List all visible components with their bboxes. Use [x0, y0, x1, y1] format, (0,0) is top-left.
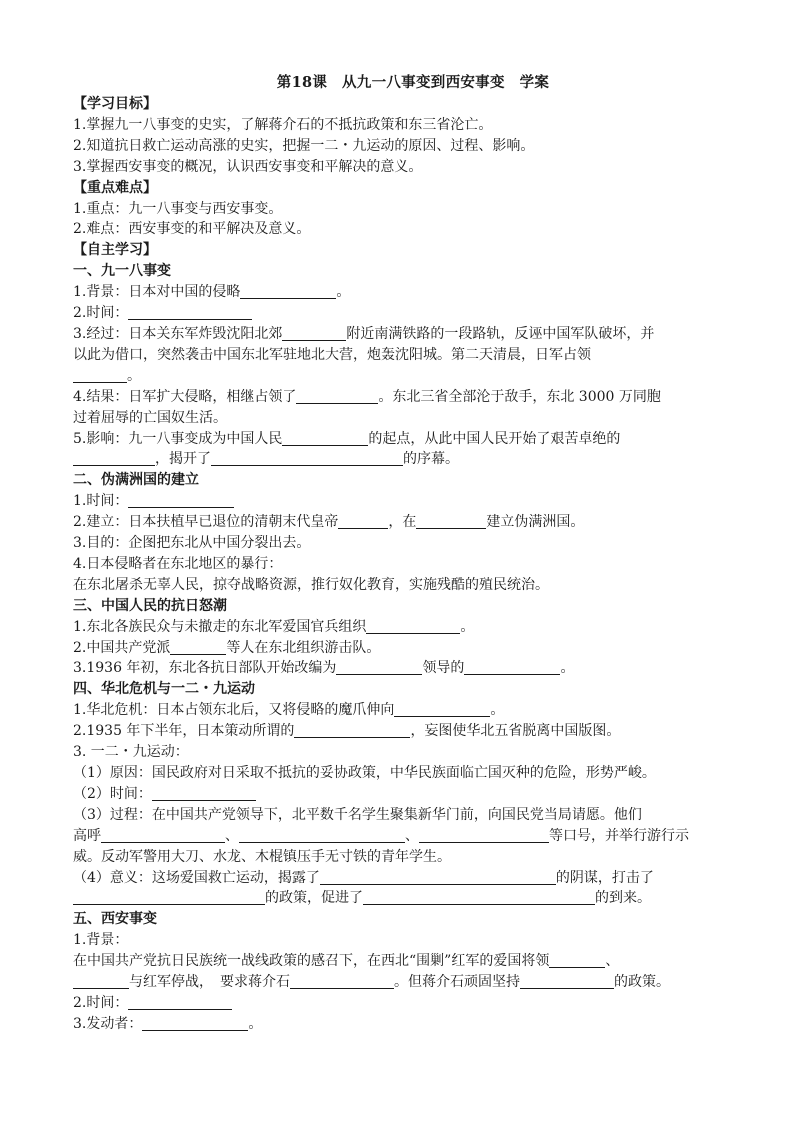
s2-atrocity-text: 在东北屠杀无辜人民，掠夺战略资源，推行奴化教育，实施残酷的殖民统治。: [73, 576, 549, 593]
fill-blank[interactable]: [152, 785, 256, 801]
fill-blank[interactable]: [240, 283, 336, 299]
focus-item: 1.重点：九一八事变与西安事变。: [73, 200, 283, 217]
section-heading-1: 一、九一八事变: [73, 263, 171, 280]
focus-item: 2.难点：西安事变的和平解决及意义。: [73, 221, 311, 238]
goal-item: 1.掌握九一八事变的史实，了解蒋介石的不抵抗政策和东三省沦亡。: [73, 116, 493, 133]
fill-blank[interactable]: [142, 1015, 248, 1031]
s2-time: 1.时间：: [73, 491, 723, 512]
fill-blank[interactable]: [419, 827, 549, 843]
fill-blank[interactable]: [394, 701, 490, 717]
self-study-header: 【自主学习】: [73, 242, 157, 259]
s2-goal: 3.目的：企图把东北从中国分裂出去。: [73, 535, 311, 552]
fill-blank[interactable]: [239, 827, 405, 843]
fill-blank[interactable]: [73, 973, 129, 989]
s5-background-label: 1.背景：: [73, 932, 129, 949]
section-heading-3: 三、中国人民的抗日怒潮: [73, 597, 227, 614]
s4-process-cont: 高呼 、 、 等口号，并举行游行示: [73, 827, 689, 844]
worksheet: [73, 72, 723, 1035]
fill-blank[interactable]: [128, 304, 252, 320]
fill-blank[interactable]: [282, 325, 346, 341]
fill-blank[interactable]: [282, 430, 368, 446]
fill-blank[interactable]: [294, 722, 410, 738]
fill-blank[interactable]: [338, 513, 388, 529]
fill-blank[interactable]: [549, 952, 605, 968]
section-heading-2: 二、伪满洲国的建立: [73, 472, 199, 489]
s4-meaning-cont: 的政策，促进了 的到来。: [73, 888, 723, 909]
fill-blank[interactable]: [416, 513, 486, 529]
s1-result-cont: 过着屈辱的亡国奴生活。: [73, 409, 227, 426]
s5-background: 在中国共产党抗日民族统一战线政策的感召下，在西北“围剿”红军的爱国将领 、: [73, 953, 620, 970]
s1-process: 3.经过：日本关东军炸毁沈阳北郊 附近南满铁路的一段路轨，反诬中国军队破坏，并: [73, 325, 655, 342]
s1-impact: 5.影响：九一八事变成为中国人民 的起点，从此中国人民开始了艰苦卓绝的: [73, 430, 621, 447]
goal-item: 2.知道抗日救亡运动高涨的史实，把握一二・九运动的原因、过程、影响。: [73, 137, 535, 154]
fill-blank[interactable]: [336, 659, 422, 675]
goal-item: 3.掌握西安事变的概况，认识西安事变和平解决的意义。: [73, 158, 423, 175]
fill-blank[interactable]: [290, 973, 394, 989]
s4-plot: 2.1935 年下半年，日本策动所谓的 ，妄图使华北五省脱离中国版图。: [73, 723, 621, 740]
s3-item-2: 2.中国共产党派 等人在东北组织游击队。: [73, 639, 381, 656]
fill-blank[interactable]: [464, 659, 560, 675]
s1-impact-cont: ，揭开了 的序幕。: [73, 449, 723, 470]
s4-meaning: （4）意义：这场爱国救亡运动，揭露了 的阴谋，打击了: [73, 869, 654, 886]
fill-blank[interactable]: [296, 388, 378, 404]
s4-time: （2）时间：: [73, 784, 723, 805]
s1-process-end: 。: [73, 366, 723, 387]
section-heading-5: 五、西安事变: [73, 911, 157, 928]
fill-blank[interactable]: [211, 450, 403, 466]
fill-blank[interactable]: [73, 450, 155, 466]
s1-time: 2.时间：: [73, 303, 723, 324]
section-heading-4: 四、华北危机与一二・九运动: [73, 681, 255, 698]
s5-time: 2.时间：: [73, 993, 723, 1014]
s4-cause: （1）原因：国民政府对日采取不抵抗的妥协政策，中华民族面临亡国灭种的危险，形势严峻。: [73, 765, 656, 781]
s5-background-cont: 与红军停战， 要求蒋介石 。但蒋介石顽固坚持 的政策。: [73, 972, 723, 993]
focus-header: 【重点难点】: [73, 179, 157, 196]
fill-blank[interactable]: [73, 889, 265, 905]
s2-establish: 2.建立：日本扶植早已退位的清朝末代皇帝 ，在 建立伪满洲国。: [73, 514, 585, 531]
fill-blank[interactable]: [101, 827, 225, 843]
s1-result: 4.结果：日军扩大侵略，相继占领了 。东北三省全部沦于敌手，东北 3000 万同胞: [73, 388, 661, 405]
goals-header: 【学习目标】: [73, 96, 157, 112]
fill-blank[interactable]: [170, 639, 226, 655]
fill-blank[interactable]: [363, 889, 595, 905]
fill-blank[interactable]: [128, 492, 234, 508]
fill-blank[interactable]: [520, 973, 614, 989]
s3-item-3: 3.1936 年初，东北各抗日部队开始改编为 领导的 。: [73, 660, 575, 677]
fill-blank[interactable]: [320, 869, 556, 885]
fill-blank[interactable]: [73, 367, 127, 383]
page-title: 第18课 从九一八事变到西安事变 学案: [276, 74, 550, 91]
fill-blank[interactable]: [366, 618, 460, 634]
s1-process-cont: 以此为借口，突然袭击中国东北军驻地北大营，炮轰沈阳城。第二天清晨，日军占领: [73, 346, 591, 363]
s3-item-1: 1.东北各族民众与未撤走的东北军爱国官兵组织 。: [73, 618, 475, 635]
fill-blank[interactable]: [128, 994, 232, 1010]
s4-process-end: 威。反动军警用大刀、水龙、木棍镇压手无寸铁的青年学生。: [73, 848, 451, 865]
s2-atrocity: 4.日本侵略者在东北地区的暴行：: [73, 555, 283, 572]
s1-background: 1.背景：日本对中国的侵略 。: [73, 284, 351, 301]
s4-process: （3）过程：在中国共产党领导下，北平数千名学生聚集新华门前，向国民党当局请愿。他们: [73, 806, 642, 823]
s4-crisis: 1.华北危机：日本占领东北后，又将侵略的魔爪伸向 。: [73, 702, 505, 719]
s5-initiator: 3.发动者： 。: [73, 1015, 263, 1032]
s4-movement: 3. 一二・九运动：: [73, 744, 189, 761]
